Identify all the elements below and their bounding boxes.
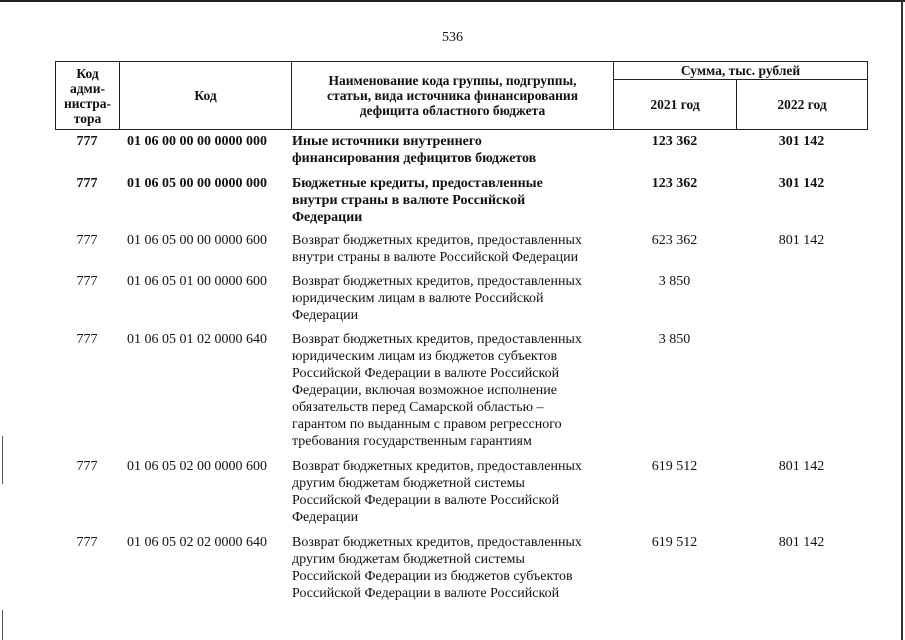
name-line: Федерации: [292, 308, 359, 323]
table-body: [55, 133, 867, 606]
header-admin-code: Код адми- нистра- тора: [56, 62, 120, 130]
value-2021-cell: 123 362: [651, 134, 698, 149]
code-cell: 01 06 05 02 00 0000 600: [127, 459, 267, 474]
table-row: [55, 175, 867, 232]
code-cell: 01 06 05 00 00 0000 600: [127, 233, 267, 248]
value-2021-cell: 619 512: [651, 535, 698, 550]
name-cell: [291, 458, 613, 534]
name-line: внутри страны в валюте Российской: [292, 193, 526, 208]
value-2021-cell: 619 512: [651, 459, 698, 474]
value-2022-cell: 301 142: [778, 134, 825, 149]
value-2021-cell: 3 850: [658, 274, 691, 289]
name-line: гарантом по выданным с правом регрессного: [292, 417, 562, 432]
value-2022-cell: [736, 331, 867, 458]
name-cell: [291, 273, 613, 331]
name-cell: [291, 534, 613, 606]
name-line: обязательств перед Самарской областью –: [292, 400, 544, 415]
name-line: другим бюджетам бюджетной системы: [292, 476, 525, 491]
value-2021-cell: 123 362: [651, 176, 698, 191]
name-line: Возврат бюджетных кредитов, предоставленных: [292, 459, 582, 474]
name-cell: [291, 232, 613, 273]
header-year-2021: 2021 год: [614, 80, 737, 130]
right-border: [901, 0, 903, 640]
admin-code-cell: 777: [76, 535, 98, 550]
name-line: юридическим лицам в валюте Российской: [292, 291, 544, 306]
header-name: Наименование кода группы, подгруппы, статьи, вида источника финансирования дефицита областного бюджета: [292, 62, 614, 130]
scan-mark: [2, 610, 3, 640]
table-row: [55, 331, 867, 458]
name-line: внутри страны в валюте Российской Федерации: [292, 250, 579, 265]
code-cell: 01 06 00 00 00 0000 000: [127, 134, 267, 149]
page-number: 536: [442, 30, 463, 45]
value-2021-cell: 623 362: [651, 233, 698, 248]
name-line: Российской Федерации в валюте Российской: [292, 493, 560, 508]
name-line: Федерации: [292, 510, 359, 525]
name-cell: [291, 331, 613, 458]
name-line: Федерации: [292, 210, 363, 225]
value-2022-cell: [736, 273, 867, 331]
name-line: Бюджетные кредиты, предоставленные: [292, 176, 543, 191]
admin-code-cell: 777: [76, 134, 98, 149]
name-line: Возврат бюджетных кредитов, предоставленных: [292, 233, 582, 248]
table-row: [55, 458, 867, 534]
name-line: Федерации, включая возможное исполнение: [292, 383, 557, 398]
code-cell: 01 06 05 00 00 0000 000: [127, 176, 267, 191]
name-cell: [291, 133, 613, 175]
header-code: Код: [120, 62, 292, 130]
name-line: требования государственным гарантиям: [292, 434, 532, 449]
table-header: [55, 61, 868, 130]
scan-mark: [2, 436, 3, 484]
table-row: [55, 232, 867, 273]
table-row: [55, 273, 867, 331]
name-line: юридическим лицам из бюджетов субъектов: [292, 349, 558, 364]
name-line: Иные источники внутреннего: [292, 134, 482, 149]
name-line: Возврат бюджетных кредитов, предоставленных: [292, 535, 582, 550]
admin-code-cell: 777: [76, 274, 98, 289]
table-row: [55, 133, 867, 175]
top-border: [0, 0, 905, 2]
value-2022-cell: 801 142: [778, 459, 825, 474]
code-cell: 01 06 05 01 02 0000 640: [127, 332, 267, 347]
value-2022-cell: 801 142: [778, 233, 825, 248]
value-2022-cell: 801 142: [778, 535, 825, 550]
header-sum: Сумма, тыс. рублей: [614, 62, 868, 80]
admin-code-cell: 777: [76, 233, 98, 248]
name-line: Российской Федерации из бюджетов субъектов: [292, 569, 573, 584]
name-line: Возврат бюджетных кредитов, предоставленных: [292, 274, 582, 289]
admin-code-cell: 777: [76, 332, 98, 347]
name-cell: [291, 175, 613, 232]
code-cell: 01 06 05 01 00 0000 600: [127, 274, 267, 289]
name-line: Российской Федерации в валюте Российской: [292, 586, 560, 601]
code-cell: 01 06 05 02 02 0000 640: [127, 535, 267, 550]
header-year-2022: 2022 год: [737, 80, 868, 130]
name-line: другим бюджетам бюджетной системы: [292, 552, 525, 567]
value-2021-cell: 3 850: [658, 332, 691, 347]
value-2022-cell: 301 142: [778, 176, 825, 191]
name-line: Российской Федерации в валюте Российской: [292, 366, 560, 381]
name-line: финансирования дефицитов бюджетов: [292, 151, 537, 166]
table-row: [55, 534, 867, 606]
admin-code-cell: 777: [76, 459, 98, 474]
name-line: Возврат бюджетных кредитов, предоставленных: [292, 332, 582, 347]
admin-code-cell: 777: [76, 176, 98, 191]
